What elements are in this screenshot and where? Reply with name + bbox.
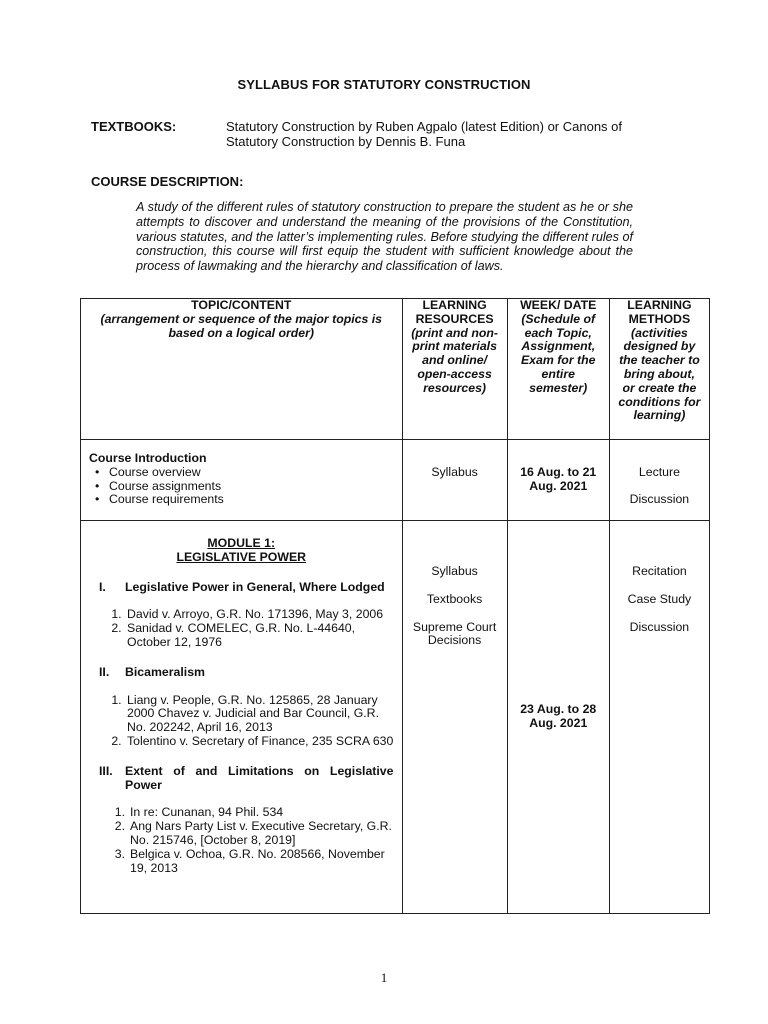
case-list [89,806,394,875]
header-week-title: WEEK/ DATE [520,298,597,312]
intro-heading: Course Introduction [89,451,207,465]
course-description-label: COURSE DESCRIPTION: [91,174,244,189]
list-item: 1. Liang v. People, G.R. No. 125865, 28 January 2000 Chavez v. Judicial and Bar Council, G.R. No. 202242, April 16, 2013 [125,694,394,735]
page-number: 1 [380,970,388,985]
textbooks-text: Statutory Construction by Ruben Agpalo (latest Edition) or Canons of Statutory Construction by Dennis B. Funa [226,119,622,149]
section-heading [89,666,394,680]
list-number: 1. [114,805,125,820]
header-topic-title: TOPIC/CONTENT [191,298,292,312]
section-number: III. [99,763,113,778]
header-methods-title: LEARNING METHODS [627,298,692,326]
table-header-row [81,299,710,440]
module1-method-1: Recitation [632,564,687,578]
section-heading [89,581,394,595]
intro-resource-cell [402,440,507,521]
course-description-text: A study of the different rules of statutory construction to prepare the student as he or she attempts to discover and understand the meaning of the provisions of the Constitution, various statutes, and the latter’s implementing rules. Before studying the different rules of construction, this course will first equip the student with sufficient knowledge about the process of lawmaking and the hierarchy and classification of laws. [136,200,633,274]
syllabus-table [80,298,710,914]
document-title: SYLLABUS FOR STATUTORY CONSTRUCTION [237,77,531,92]
intro-method-2: Discussion [629,491,690,506]
intro-week-cell [507,440,609,521]
list-item [89,820,394,848]
list-item: 1. David v. Arroyo, G.R. No. 171396, May 3, 2006 [125,608,394,622]
intro-methods-cell [609,440,709,521]
module1-method-2: Case Study [627,591,692,606]
list-item: • Course requirements [109,493,394,507]
list-text: Ang Nars Party List v. Executive Secretary, G.R. No. 215746, [October 8, 2019] [130,819,392,847]
table-row [81,521,710,914]
table-row [81,440,710,521]
header-week-sub: (Schedule of each Topic, Assignment, Exam for the entire semester) [520,311,596,395]
intro-method-1: Lecture [638,465,680,479]
module-subheading: LEGISLATIVE POWER [176,549,307,564]
module1-resource-2: Textbooks [426,591,483,606]
case-list [89,608,394,649]
list-item [89,806,394,820]
list-item: • Course overview [109,466,394,480]
header-topic-sub: (arrangement or sequence of the major topics is based on a logical order) [100,311,383,340]
intro-week: 16 Aug. to 21 Aug. 2021 [520,465,597,493]
intro-topic-cell [81,440,403,521]
list-text: Belgica v. Ochoa, G.R. No. 208566, November 19, 2013 [130,846,385,875]
module1-week-cell [507,521,609,914]
section-number: I. [99,579,106,594]
list-number: 2. [114,819,125,834]
intro-resource: Syllabus [431,465,478,479]
header-methods-sub: (activities designed by the teacher to bring about, or create the conditions for learning) [618,325,701,423]
header-resources-sub: (print and non-print materials and online/ open-access resources) [411,325,498,395]
list-item: • Course assignments [109,480,394,494]
list-text: In re: Cunanan, 94 Phil. 534 [130,805,284,820]
header-resources [402,299,507,440]
module1-resource-3: Supreme Court Decisions [412,619,497,648]
textbooks-label: TEXTBOOKS: [91,119,177,134]
section-heading [89,765,394,793]
module1-topic-cell [81,521,403,914]
header-methods [609,299,709,440]
module1-resource-1: Syllabus [431,564,478,578]
header-week [507,299,609,440]
section-number: II. [99,664,110,679]
module1-resources-cell [402,521,507,914]
module1-methods-cell [609,521,709,914]
section-title: Extent of and Limitations on Legislative Power [125,763,394,792]
section-title: Bicameralism [125,664,205,679]
module1-method-3: Discussion [629,619,690,634]
module1-week: 23 Aug. to 28 Aug. 2021 [520,702,597,730]
section-title: Legislative Power in General, Where Lodged [125,579,385,594]
module-heading: MODULE 1: [207,536,276,550]
list-item [89,848,394,876]
header-resources-title: LEARNING RESOURCES [415,298,494,326]
list-item: 2. Tolentino v. Secretary of Finance, 235 SCRA 630 [125,735,394,749]
intro-list [89,466,394,507]
case-list [89,694,394,749]
header-topic [81,299,403,440]
list-number: 3. [114,846,125,861]
list-item: 2. Sanidad v. COMELEC, G.R. No. L-44640, October 12, 1976 [125,622,394,650]
